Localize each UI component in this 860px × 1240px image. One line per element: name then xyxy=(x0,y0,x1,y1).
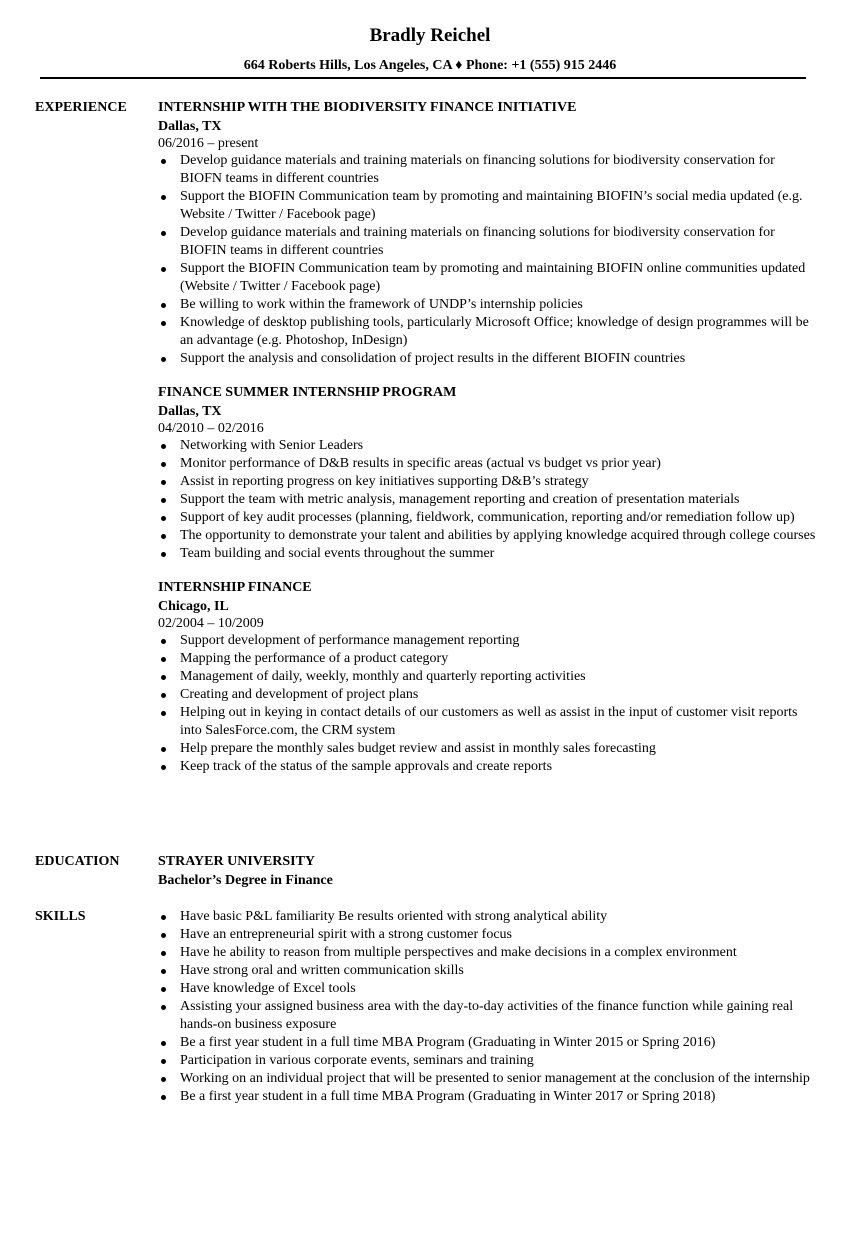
job-entry xyxy=(158,99,818,368)
list-item: Monitor performance of D&B results in specific areas (actual vs budget vs prior year) xyxy=(158,455,818,473)
section-label-skills: SKILLS xyxy=(35,909,86,924)
list-item: Helping out in keying in contact details of our customers as well as assist in the input of customer visit reports into SalesForce.com, the CRM system xyxy=(158,704,818,740)
job-entry xyxy=(158,384,818,563)
list-item: Support development of performance management reporting xyxy=(158,632,818,650)
job-location: Chicago, IL xyxy=(158,599,229,614)
skills-body xyxy=(158,908,818,1106)
list-item: Have an entrepreneurial spirit with a strong customer focus xyxy=(158,926,818,944)
list-item: Creating and development of project plans xyxy=(158,686,818,704)
section-label-experience: EXPERIENCE xyxy=(35,100,127,115)
job-title: INTERNSHIP FINANCE xyxy=(158,580,312,595)
job-bullets xyxy=(158,632,818,776)
list-item: Support the BIOFIN Communication team by promoting and maintaining BIOFIN online communities updated (Website / Twitter / Facebook page) xyxy=(158,260,818,296)
list-item: Be a first year student in a full time MBA Program (Graduating in Winter 2017 or Spring 2018) xyxy=(158,1088,818,1106)
list-item: Keep track of the status of the sample approvals and create reports xyxy=(158,758,818,776)
list-item: Help prepare the monthly sales budget review and assist in monthly sales forecasting xyxy=(158,740,818,758)
job-dates: 04/2010 – 02/2016 xyxy=(158,421,264,436)
contact-line: 664 Roberts Hills, Los Angeles, CA ♦ Phone: +1 (555) 915 2446 xyxy=(243,58,617,73)
school-name: STRAYER UNIVERSITY xyxy=(158,854,316,869)
list-item: Have knowledge of Excel tools xyxy=(158,980,818,998)
list-item: Team building and social events throughout the summer xyxy=(158,545,818,563)
job-title: FINANCE SUMMER INTERNSHIP PROGRAM xyxy=(158,385,457,400)
section-label-education: EDUCATION xyxy=(35,854,120,869)
list-item: Be willing to work within the framework of UNDP’s internship policies xyxy=(158,296,818,314)
job-dates: 02/2004 – 10/2009 xyxy=(158,616,264,631)
list-item: Develop guidance materials and training materials on financing solutions for biodiversity conservation for BIOFIN teams in different countries xyxy=(158,224,818,260)
list-item: Mapping the performance of a product category xyxy=(158,650,818,668)
list-item: Participation in various corporate events, seminars and training xyxy=(158,1052,818,1070)
list-item: Have strong oral and written communication skills xyxy=(158,962,818,980)
job-dates: 06/2016 – present xyxy=(158,136,259,151)
resume-header xyxy=(0,24,860,75)
list-item: Have basic P&L familiarity Be results oriented with strong analytical ability xyxy=(158,908,818,926)
job-entry xyxy=(158,579,818,776)
list-item: Support the BIOFIN Communication team by promoting and maintaining BIOFIN’s social media updated (e.g. Website / Twitter / Facebook page) xyxy=(158,188,818,224)
list-item: Knowledge of desktop publishing tools, particularly Microsoft Office; knowledge of design programmes will be an advantage (e.g. Photoshop, InDesign) xyxy=(158,314,818,350)
list-item: Management of daily, weekly, monthly and quarterly reporting activities xyxy=(158,668,818,686)
list-item: Working on an individual project that will be presented to senior management at the conclusion of the internship xyxy=(158,1070,818,1088)
list-item: Assist in reporting progress on key initiatives supporting D&B’s strategy xyxy=(158,473,818,491)
skills-list xyxy=(158,908,818,1106)
list-item: Networking with Senior Leaders xyxy=(158,437,818,455)
education-body xyxy=(158,853,818,890)
job-location: Dallas, TX xyxy=(158,119,222,134)
candidate-name: Bradly Reichel xyxy=(369,25,491,46)
degree: Bachelor’s Degree in Finance xyxy=(158,873,333,888)
list-item: Develop guidance materials and training materials on financing solutions for biodiversity conservation for BIOFN teams in different countries xyxy=(158,152,818,188)
list-item: Support of key audit processes (planning, fieldwork, communication, reporting and/or remediation follow up) xyxy=(158,509,818,527)
job-title: INTERNSHIP WITH THE BIODIVERSITY FINANCE INITIATIVE xyxy=(158,100,577,115)
list-item: Support the team with metric analysis, management reporting and creation of presentation materials xyxy=(158,491,818,509)
list-item: Support the analysis and consolidation of project results in the different BIOFIN countries xyxy=(158,350,818,368)
job-bullets xyxy=(158,152,818,368)
list-item: The opportunity to demonstrate your talent and abilities by applying knowledge acquired through college courses xyxy=(158,527,818,545)
list-item: Be a first year student in a full time MBA Program (Graduating in Winter 2015 or Spring 2016) xyxy=(158,1034,818,1052)
list-item: Have he ability to reason from multiple perspectives and make decisions in a complex environment xyxy=(158,944,818,962)
job-location: Dallas, TX xyxy=(158,404,222,419)
list-item: Assisting your assigned business area with the day-to-day activities of the finance function while gaining real hands-on business exposure xyxy=(158,998,818,1034)
header-divider xyxy=(40,77,806,79)
experience-body xyxy=(158,99,818,792)
job-bullets xyxy=(158,437,818,563)
